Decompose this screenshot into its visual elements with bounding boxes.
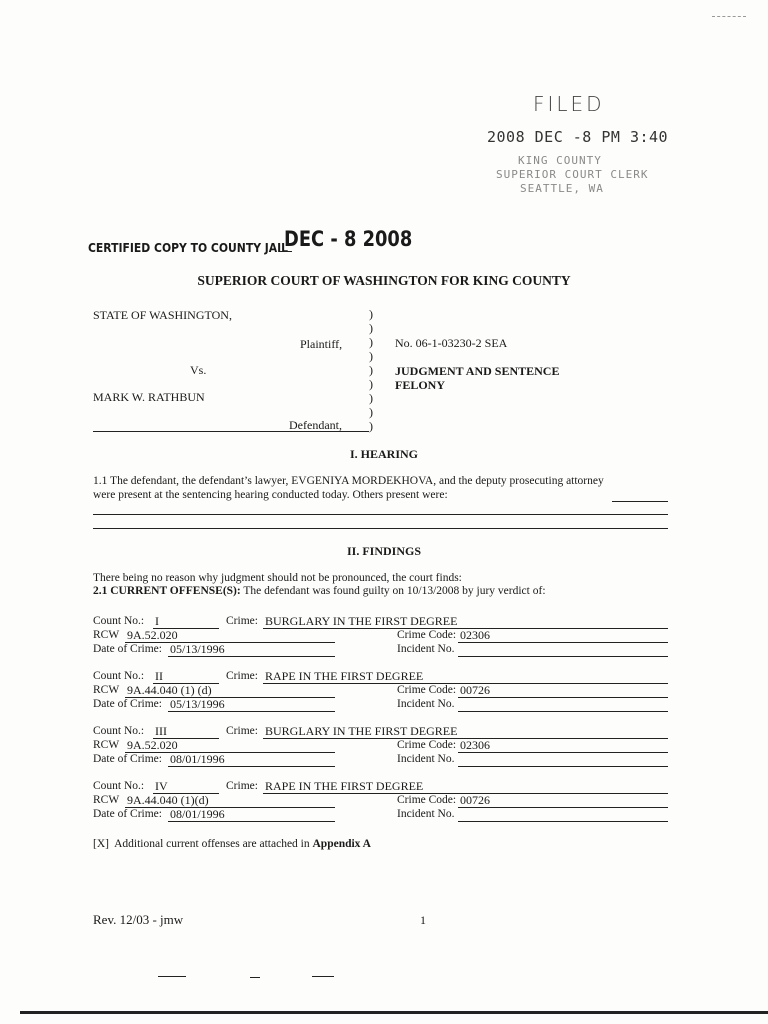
crime-code-field bbox=[458, 629, 668, 643]
revision-label: Rev. 12/03 - jmw bbox=[93, 912, 184, 927]
versus-label: Vs. bbox=[190, 363, 207, 377]
crime-label: Crime: bbox=[226, 725, 258, 737]
findings-intro: There being no reason why judgment should not be pronounced, the court finds: bbox=[93, 572, 462, 584]
document-subtitle: FELONY bbox=[395, 378, 446, 392]
crime-label: Crime: bbox=[226, 670, 258, 682]
count-no-value: II bbox=[155, 669, 163, 683]
page-number: 1 bbox=[420, 913, 426, 927]
rcw-label: RCW bbox=[93, 739, 120, 751]
additional-offenses-checkbox: [X] bbox=[93, 838, 109, 850]
incident-no-field bbox=[458, 643, 668, 657]
caption-paren: ) bbox=[369, 321, 373, 335]
case-number: No. 06-1-03230-2 SEA bbox=[395, 336, 508, 350]
hearing-text-line1: 1.1 The defendant, the defendant’s lawyer, EVGENIYA MORDEKHOVA, and the deputy prosecuting attorney bbox=[93, 475, 604, 487]
rcw-value: 9A.44.040 (1) (d) bbox=[127, 683, 212, 697]
crime-code-label: Crime Code: bbox=[397, 684, 457, 696]
rcw-label: RCW bbox=[93, 794, 120, 806]
date-of-crime-label: Date of Crime: bbox=[93, 643, 162, 655]
certified-copy-label: CERTIFIED COPY TO COUNTY JAIL bbox=[88, 241, 289, 255]
certified-copy-date: DEC - 8 2008 bbox=[284, 227, 413, 251]
crime-field bbox=[263, 615, 668, 629]
caption-paren: ) bbox=[369, 349, 373, 363]
incident-no-value bbox=[458, 697, 460, 711]
incident-no-label: Incident No. bbox=[397, 643, 455, 655]
stamp-city: SEATTLE, WA bbox=[520, 182, 604, 195]
count-no-field bbox=[153, 615, 219, 629]
count-no-field bbox=[153, 780, 219, 794]
rcw-value: 9A.44.040 (1)(d) bbox=[127, 793, 209, 807]
defendant-name: MARK W. RATHBUN bbox=[93, 390, 205, 404]
rcw-field bbox=[125, 629, 335, 643]
rcw-value: 9A.52.020 bbox=[127, 738, 178, 752]
crime-code-field bbox=[458, 794, 668, 808]
rcw-field bbox=[125, 794, 335, 808]
additional-offenses-text: Additional current offenses are attached in bbox=[114, 838, 310, 850]
certified-underline bbox=[280, 251, 292, 252]
crime-value: RAPE IN THE FIRST DEGREE bbox=[265, 669, 424, 683]
crime-code-value: 02306 bbox=[460, 738, 490, 752]
count-no-label: Count No.: bbox=[93, 780, 145, 792]
incident-no-label: Incident No. bbox=[397, 753, 455, 765]
court-title: SUPERIOR COURT OF WASHINGTON FOR KING COUNTY bbox=[197, 273, 571, 288]
plaintiff-label: Plaintiff, bbox=[300, 337, 343, 351]
defendant-label: Defendant, bbox=[289, 418, 342, 432]
stamp-clerk: SUPERIOR COURT CLERK bbox=[496, 168, 649, 181]
caption-paren: ) bbox=[369, 335, 373, 349]
crime-code-value: 02306 bbox=[460, 628, 490, 642]
incident-no-field bbox=[458, 808, 668, 822]
others-present-line bbox=[93, 514, 668, 515]
stamp-county: KING COUNTY bbox=[518, 154, 602, 167]
date-of-crime-label: Date of Crime: bbox=[93, 698, 162, 710]
date-of-crime-field bbox=[168, 808, 335, 822]
crime-code-field bbox=[458, 684, 668, 698]
hearing-heading: I. HEARING bbox=[349, 447, 418, 461]
crime-field bbox=[263, 670, 668, 684]
crime-label: Crime: bbox=[226, 615, 258, 627]
date-of-crime-value: 08/01/1996 bbox=[170, 752, 225, 766]
count-no-field bbox=[153, 725, 219, 739]
findings-heading: II. FINDINGS bbox=[346, 544, 421, 558]
crime-code-value: 00726 bbox=[460, 683, 490, 697]
date-of-crime-value: 05/13/1996 bbox=[170, 697, 225, 711]
count-no-label: Count No.: bbox=[93, 725, 145, 737]
crime-code-label: Crime Code: bbox=[397, 629, 457, 641]
rcw-label: RCW bbox=[93, 684, 120, 696]
footer-mark bbox=[250, 977, 260, 978]
appendix-reference: Appendix A bbox=[312, 838, 371, 850]
date-of-crime-label: Date of Crime: bbox=[93, 808, 162, 820]
date-of-crime-field bbox=[168, 643, 335, 657]
incident-no-label: Incident No. bbox=[397, 698, 455, 710]
rcw-label: RCW bbox=[93, 629, 120, 641]
incident-no-field bbox=[458, 698, 668, 712]
date-of-crime-field bbox=[168, 698, 335, 712]
crime-code-label: Crime Code: bbox=[397, 794, 457, 806]
crime-code-label: Crime Code: bbox=[397, 739, 457, 751]
date-of-crime-label: Date of Crime: bbox=[93, 753, 162, 765]
rcw-field bbox=[125, 684, 335, 698]
others-present-line bbox=[93, 528, 668, 529]
crime-label: Crime: bbox=[226, 780, 258, 792]
incident-no-value bbox=[458, 807, 460, 821]
current-offense-text: The defendant was found guilty on 10/13/2008 by jury verdict of: bbox=[243, 585, 546, 597]
footer-mark bbox=[158, 976, 186, 977]
incident-no-label: Incident No. bbox=[397, 808, 455, 820]
filed-stamp: FILED bbox=[533, 92, 605, 116]
date-of-crime-value: 05/13/1996 bbox=[170, 642, 225, 656]
caption-paren: ) bbox=[369, 377, 373, 391]
count-no-value: III bbox=[155, 724, 167, 738]
caption-paren: ) bbox=[369, 419, 373, 433]
additional-offenses bbox=[93, 838, 371, 850]
incident-no-value bbox=[458, 642, 460, 656]
caption-paren: ) bbox=[369, 307, 373, 321]
caption-paren: ) bbox=[369, 405, 373, 419]
rcw-field bbox=[125, 739, 335, 753]
caption-paren: ) bbox=[369, 363, 373, 377]
crime-code-field bbox=[458, 739, 668, 753]
footer-mark bbox=[312, 976, 334, 977]
count-no-field bbox=[153, 670, 219, 684]
plaintiff-name: STATE OF WASHINGTON, bbox=[93, 308, 232, 322]
crime-field bbox=[263, 780, 668, 794]
corner-mark bbox=[712, 16, 746, 17]
crime-value: BURGLARY IN THE FIRST DEGREE bbox=[265, 614, 458, 628]
caption-paren: ) bbox=[369, 391, 373, 405]
incident-no-field bbox=[458, 753, 668, 767]
hearing-text-line2: were present at the sentencing hearing conducted today. Others present were: bbox=[93, 489, 448, 501]
crime-value: BURGLARY IN THE FIRST DEGREE bbox=[265, 724, 458, 738]
others-present-line bbox=[612, 501, 668, 502]
caption-bottom-line bbox=[93, 431, 369, 432]
crime-value: RAPE IN THE FIRST DEGREE bbox=[265, 779, 424, 793]
count-no-value: IV bbox=[155, 779, 168, 793]
document-title: JUDGMENT AND SENTENCE bbox=[395, 364, 560, 378]
rcw-value: 9A.52.020 bbox=[127, 628, 178, 642]
current-offense-label: 2.1 CURRENT OFFENSE(S): bbox=[93, 585, 241, 597]
incident-no-value bbox=[458, 752, 460, 766]
count-no-label: Count No.: bbox=[93, 615, 145, 627]
date-of-crime-value: 08/01/1996 bbox=[170, 807, 225, 821]
date-of-crime-field bbox=[168, 753, 335, 767]
count-no-label: Count No.: bbox=[93, 670, 145, 682]
crime-code-value: 00726 bbox=[460, 793, 490, 807]
filed-datetime: 2008 DEC -8 PM 3:40 bbox=[487, 128, 669, 146]
crime-field bbox=[263, 725, 668, 739]
count-no-value: I bbox=[155, 614, 159, 628]
page-bottom-border bbox=[20, 1011, 768, 1014]
